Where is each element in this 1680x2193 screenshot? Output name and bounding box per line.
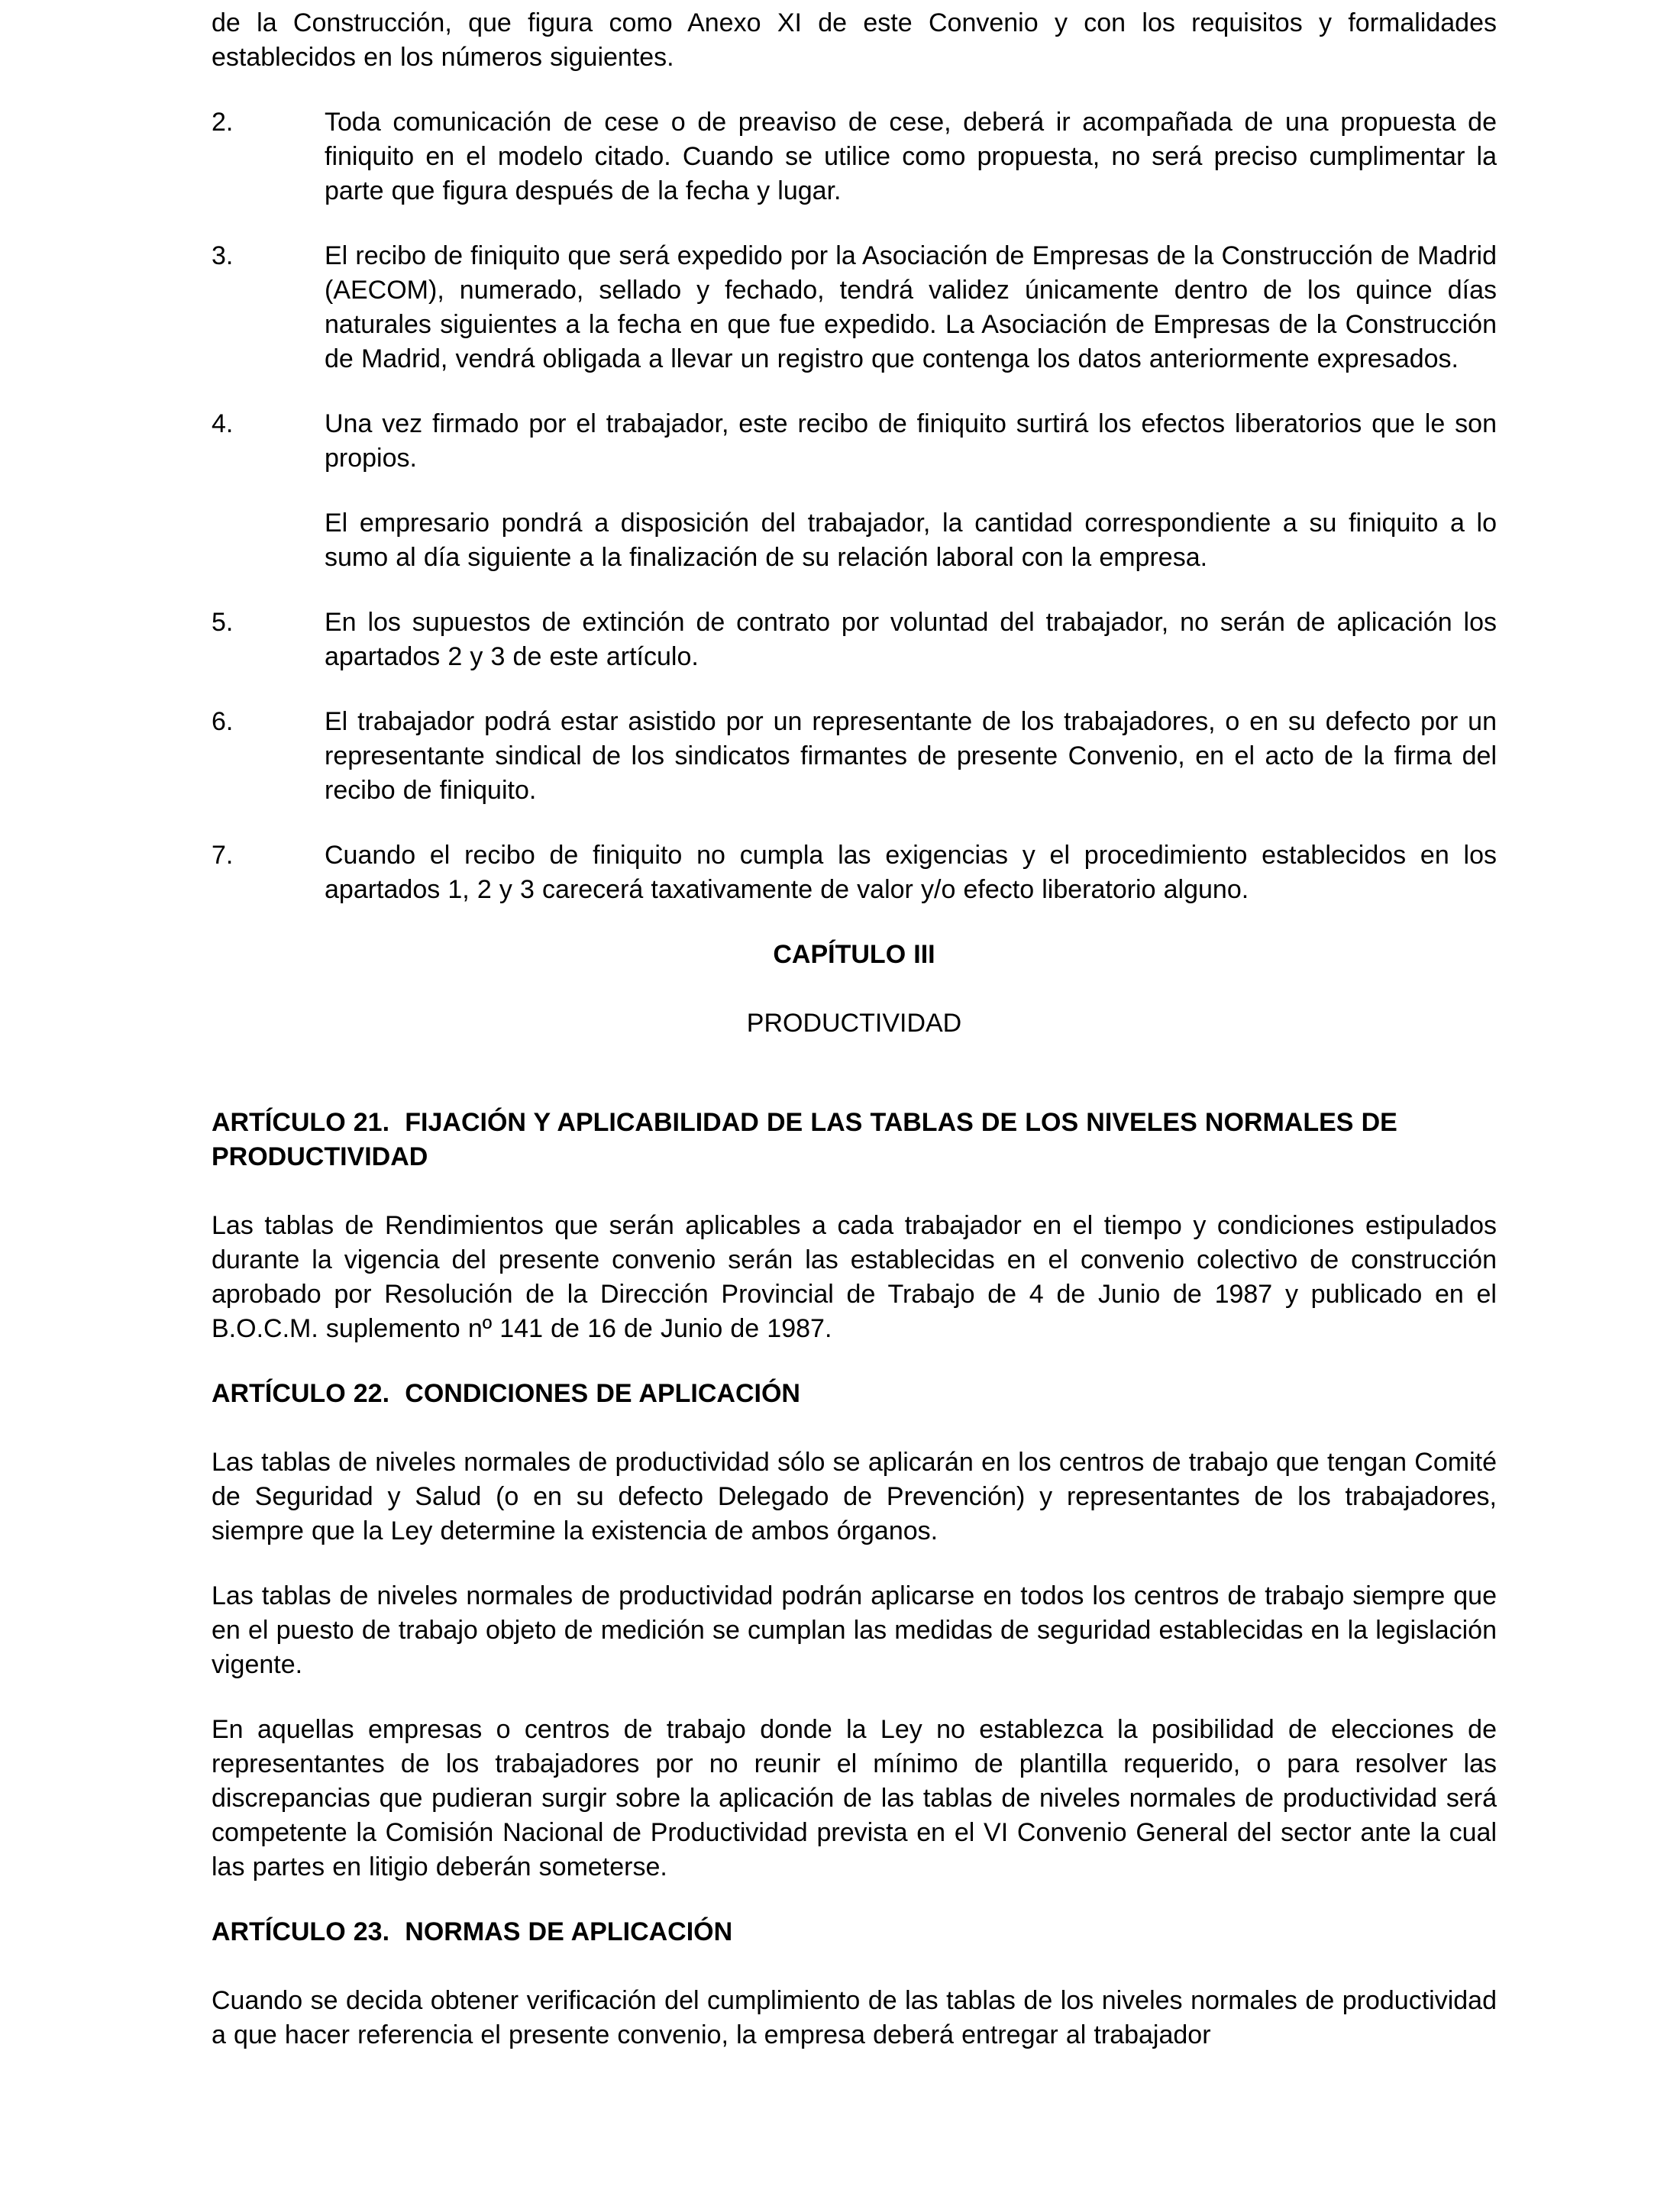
numbered-item-3 xyxy=(212,239,1497,376)
article-23-paragraph: Cuando se decida obtener verificación del cumplimiento de las tablas de los niveles normales de productividad a que hacer referencia el presente convenio, la empresa deberá entregar al trabajador xyxy=(212,1986,1497,2049)
item-paragraph: El empresario pondrá a disposición del trabajador, la cantidad correspondiente a su finiquito a lo sumo al día siguiente a la finalización de su relación laboral con la empresa. xyxy=(325,509,1497,572)
article-21-paragraph: Las tablas de Rendimientos que serán aplicables a cada trabajador en el tiempo y condiciones estipulados durante la vigencia del presente convenio serán las establecidas en el convenio colectivo de construcción aprobado por Resolución de la Dirección Provincial de Trabajo de 4 de Junio de 1987 y publicado en el B.O.C.M. suplemento nº 141 de 16 de Junio de 1987. xyxy=(212,1211,1497,1343)
intro-continuation-paragraph: de la Construcción, que figura como Anexo XI de este Convenio y con los requisitos y formalidades establecidos en los números siguientes. xyxy=(212,8,1497,72)
article-21-heading: ARTÍCULO 21. FIJACIÓN Y APLICABILIDAD DE LAS TABLAS DE LOS NIVELES NORMALES DE PRODUCTIVIDAD xyxy=(212,1108,1405,1171)
numbered-item-2 xyxy=(212,105,1497,208)
article-22-paragraph: Las tablas de niveles normales de productividad podrán aplicarse en todos los centros de trabajo siempre que en el puesto de trabajo objeto de medición se cumplan las medidas de seguridad establecidas en la legislación vigente. xyxy=(212,1581,1497,1679)
article-23-heading: ARTÍCULO 23. NORMAS DE APLICACIÓN xyxy=(212,1917,733,1946)
numbered-item-7 xyxy=(212,838,1497,907)
item-number: 3. xyxy=(212,241,234,270)
article-22-paragraph: Las tablas de niveles normales de productividad sólo se aplicarán en los centros de trabajo que tengan Comité de Seguridad y Salud (o en su defecto Delegado de Prevención) y representantes de los trabajadores, siempre que la Ley determine la existencia de ambos órganos. xyxy=(212,1448,1497,1545)
numbered-item-5 xyxy=(212,606,1497,674)
item-paragraph: Una vez firmado por el trabajador, este recibo de finiquito surtirá los efectos liberatorios que le son propios. xyxy=(325,409,1497,473)
item-number: 2. xyxy=(212,108,234,137)
item-paragraph: El trabajador podrá estar asistido por un representante de los trabajadores, o en su defecto por un representante sindical de los sindicatos firmantes de presente Convenio, en el acto de la firma del recibo de finiquito. xyxy=(325,707,1497,805)
chapter-title: CAPÍTULO III xyxy=(773,940,935,969)
numbered-item-6 xyxy=(212,705,1497,808)
item-number: 6. xyxy=(212,707,234,736)
item-number: 5. xyxy=(212,608,234,637)
chapter-subtitle: PRODUCTIVIDAD xyxy=(746,1009,962,1038)
item-number: 4. xyxy=(212,409,234,438)
article-22-paragraph: En aquellas empresas o centros de trabajo donde la Ley no establezca la posibilidad de elecciones de representantes de los trabajadores por no reunir el mínimo de plantilla requerido, o para resolver las discrepancias que pudieran surgir sobre la aplicación de las tablas de niveles normales de productividad será competente la Comisión Nacional de Productividad prevista en el VI Convenio General del sector ante la cual las partes en litigio deberán someterse. xyxy=(212,1715,1497,1881)
item-paragraph: Cuando el recibo de finiquito no cumpla las exigencias y el procedimiento establecidos en los apartados 1, 2 y 3 carecerá taxativamente de valor y/o efecto liberatorio alguno. xyxy=(325,841,1497,904)
article-22-heading: ARTÍCULO 22. CONDICIONES DE APLICACIÓN xyxy=(212,1379,800,1408)
item-number: 7. xyxy=(212,841,234,870)
item-paragraph: En los supuestos de extinción de contrato por voluntad del trabajador, no serán de aplicación los apartados 2 y 3 de este artículo. xyxy=(325,608,1497,671)
item-paragraph: Toda comunicación de cese o de preaviso de cese, deberá ir acompañada de una propuesta de finiquito en el modelo citado. Cuando se utilice como propuesta, no será preciso cumplimentar la parte que figura después de la fecha y lugar. xyxy=(325,108,1497,205)
numbered-item-4 xyxy=(212,407,1497,575)
item-paragraph: El recibo de finiquito que será expedido por la Asociación de Empresas de la Construcción de Madrid (AECOM), numerado, sellado y fechado, tendrá validez únicamente dentro de los quince días naturales siguientes a la fecha en que fue expedido. La Asociación de Empresas de la Construcción de Madrid, vendrá obligada a llevar un registro que contenga los datos anteriormente expresados. xyxy=(325,241,1497,373)
